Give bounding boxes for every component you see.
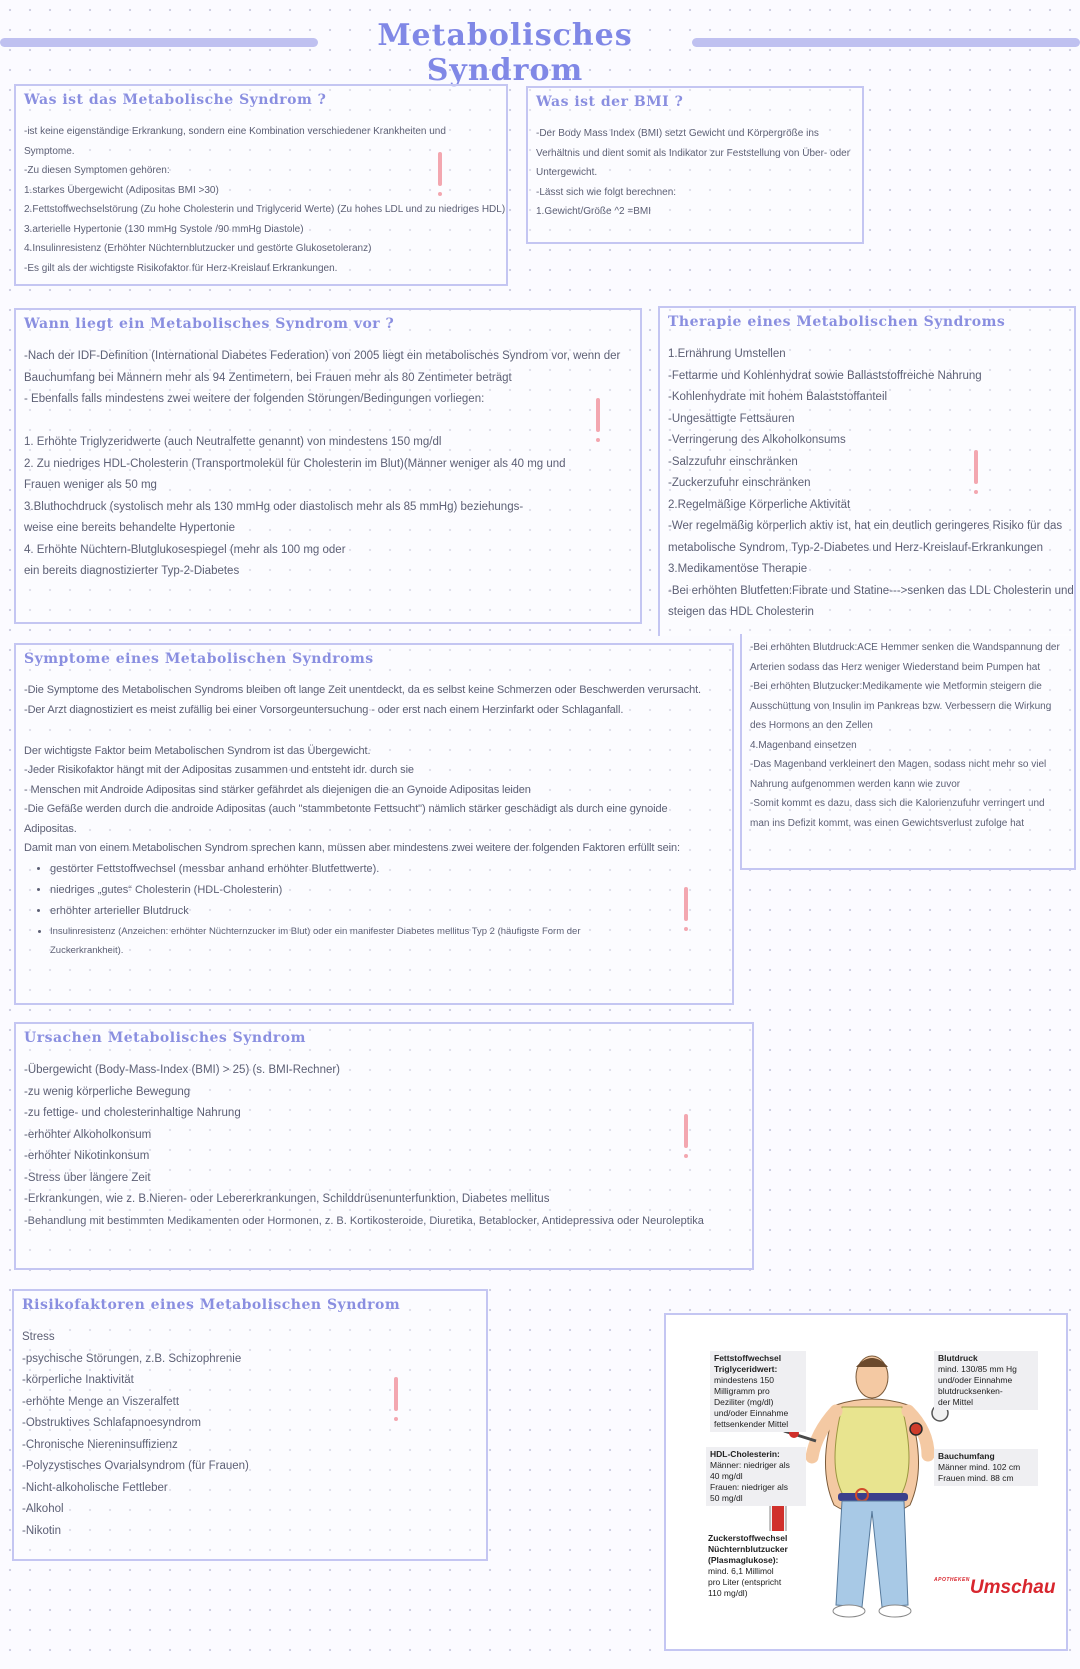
text-line: -Das Magenband verkleinert den Magen, sodass nicht mehr so viel (750, 759, 1047, 770)
text-line: steigen das HDL Cholesterin (668, 606, 814, 618)
text-line: -Behandlung mit bestimmten Medikamenten oder Hormonen, z. B. Kortikosteroide, Diuretika, Betablocker, Antidepressiva oder Neuroleptika (24, 1214, 704, 1227)
section-body (24, 346, 632, 583)
text-line: -erhöhte Menge an Viszeralfett (22, 1395, 180, 1408)
label-text: und/oder Einnahme (938, 1375, 1013, 1385)
label-hdl (706, 1447, 806, 1506)
text-line: -Lässt sich wie folgt berechnen: (536, 186, 677, 198)
text-line: 4.Magenband einsetzen (750, 739, 857, 751)
text-line: -Erkrankungen, wie z. B.Nieren- oder Lebererkrankungen, Schilddrüsenunterfunktion, Diabetes mellitus (24, 1193, 550, 1205)
label-text: Männer: niedriger als (710, 1460, 790, 1470)
text-line: -Übergewicht (Body-Mass-Index (BMI) > 25) (s. BMI-Rechner) (24, 1064, 341, 1076)
text-line: Der wichtigste Faktor beim Metabolischen Syndrom ist das Übergewicht. (24, 744, 371, 757)
label-text: Frauen: niedriger als (710, 1482, 788, 1492)
text-line: -Bei erhöhten Blutzucker:Medikamente wie Metformin steigern die (750, 681, 1042, 692)
text-line: -körperliche Inaktivität (22, 1374, 134, 1386)
section-body (536, 124, 854, 222)
label-text: Deziliter (mg/dl) (714, 1397, 774, 1407)
label-title: Fettstoffwechsel (714, 1353, 782, 1363)
text-line: 1.Ernährung Umstellen (668, 348, 786, 360)
text-line: - Menschen mit Androide Adipositas sind stärker gefährdet als diejenigen die an Gynoide Adipositas leiden (24, 783, 531, 796)
list-item: • erhöhter arterieller Blutdruck (50, 901, 724, 922)
text-line: 4.Insulinresistenz (Erhöhter Nüchternblutzucker und gestörte Glukosetoleranz) (24, 243, 372, 254)
text-line: -Chronische Niereninsuffizienz (22, 1438, 178, 1451)
text-line: -Somit kommt es dazu, dass sich die Kalorienzufuhr verringert und (750, 798, 1045, 809)
section-body (22, 1327, 478, 1542)
text-line: -Obstruktives Schlafapnoesyndrom (22, 1417, 201, 1429)
section-bmi (526, 86, 864, 244)
section-therapie (658, 306, 1076, 636)
text-line: Arterien sodass das Herz weniger Wiederstand beim Pumpen hat (750, 661, 1041, 673)
text-line: -Fettarme und Kohlenhydrat sowie Ballaststoffreiche Nahrung (668, 369, 982, 382)
section-body (24, 122, 506, 278)
label-text: der Mittel (938, 1397, 973, 1407)
label-fettstoffwechsel (710, 1351, 806, 1432)
section-heading: Symptome eines Metabolischen Syndroms (24, 651, 374, 667)
exclamation-mark (974, 450, 978, 484)
text-line: 2.Fettstoffwechselstörung (Zu hohe Cholesterin und Triglycerid Werte) (Zu hohes LDL und zu niedriges HDL) (24, 204, 506, 215)
text-line: -Bei erhöhten Blutdruck:ACE Hemmer senken die Wandspannung der (750, 642, 1060, 653)
exclamation-mark (684, 887, 688, 921)
label-text: mind. 130/85 mm Hg (938, 1364, 1017, 1374)
label-subtitle: HDL-Cholesterin: (710, 1449, 780, 1459)
text-line: 3.arterielle Hypertonie (130 mmHg Systole /90 mmHg Diastole) (24, 223, 304, 235)
section-heading: Was ist der BMI ? (536, 94, 684, 110)
section-ursachen (14, 1022, 754, 1270)
section-therapie-continued (740, 634, 1076, 870)
label-text: blutdrucksenken- (938, 1386, 1003, 1396)
exclamation-mark (684, 1114, 688, 1148)
label-text: mindestens 150 (714, 1375, 775, 1385)
symptom-factor-list (24, 859, 724, 942)
text-line: -Die Symptome des Metabolischen Syndroms bleiben oft lange Zeit unentdeckt, da es selbst keine Schmerzen oder Beschwerden verursacht. (24, 684, 702, 696)
title-bar (0, 18, 1080, 88)
text-line: -Jeder Risikofaktor hängt mit der Adipositas zusammen und entsteht idr. durch sie (24, 764, 414, 776)
text-line: -Die Gefäße werden durch die androide Adipositas (auch "stammbetonte Fettsucht") nämlich stärker geschädigt als durch eine gynoide (24, 803, 668, 815)
text-line: -Verringerung des Alkoholkonsums (668, 434, 846, 446)
title-line-left (0, 38, 318, 47)
text-line: -zu fettige- und cholesterinhaltige Nahrung (24, 1107, 241, 1119)
section-body (750, 638, 1066, 833)
text-line: -Alkohol (22, 1503, 64, 1515)
text-line: Nahrung aufgenommen werden kann wie zuvor (750, 778, 961, 790)
text-line: -Zuckerzufuhr einschränken (668, 477, 811, 489)
spacer (24, 411, 632, 433)
section-body (24, 681, 724, 859)
text-line: -Bei erhöhten Blutfetten:Fibrate und Statine--->senken das LDL Cholesterin und (668, 584, 1074, 597)
text-line: - Ebenfalls falls mindestens zwei weitere der folgenden Störungen/Bedingungen vorliegen: (24, 393, 485, 405)
section-heading: Risikofaktoren eines Metabolischen Syndrom (22, 1297, 401, 1313)
section-heading: Was ist das Metabolische Syndrom ? (24, 92, 327, 108)
label-text: und/oder Einnahme (714, 1408, 789, 1418)
label-text: Männer mind. 102 cm (938, 1462, 1021, 1472)
text-line: Zuckerkrankheit). (50, 944, 124, 956)
illustration-panel (664, 1313, 1068, 1651)
logo-text: Umschau (969, 1577, 1056, 1598)
exclamation-mark (394, 1377, 398, 1411)
text-line: Damit man von einem Metabolischen Syndrom sprechen kann, müssen aber mindestens zwei weitere der folgenden Faktoren erfüllt sein: (24, 842, 680, 854)
text-line: Untergewicht. (536, 167, 598, 178)
text-line: -Polyzystisches Ovarialsyndrom (für Frauen) (22, 1460, 249, 1472)
text-line: -Kohlenhydrate mit hohem Balaststoffanteil (668, 391, 888, 403)
text-line: weise eine bereits behandelte Hypertonie (24, 522, 235, 534)
text-line: -Salzzufuhr einschränken (668, 455, 798, 468)
label-bauchumfang (934, 1449, 1038, 1486)
section-risiko (12, 1289, 488, 1561)
text-line: -Nicht-alkoholische Fettleber (22, 1481, 168, 1494)
text-line: -Wer regelmäßig körperlich aktiv ist, hat ein deutlich geringeres Risiko für das (668, 520, 1063, 532)
text-line: ein bereits diagnostizierter Typ-2-Diabetes (24, 565, 240, 577)
list-item: • gestörter Fettstoffwechsel (messbar anhand erhöhter Blutfettwerte). (50, 859, 724, 880)
text-line: -zu wenig körperliche Bewegung (24, 1085, 191, 1098)
label-text: Frauen mind. 88 cm (938, 1473, 1014, 1483)
text-line: man ins Defizit kommt, was einen Gewichtsverlust zufolge hat (750, 817, 1024, 829)
text-line: -erhöhter Nikotinkonsum (24, 1150, 150, 1162)
title-line-right (692, 38, 1080, 47)
text-line: Bauchumfang bei Männern mehr als 94 Zentimetern, bei Frauen mehr als 80 Zentimeter beträgt (24, 371, 512, 384)
label-text: 40 mg/dl (710, 1471, 743, 1481)
umschau-logo (934, 1577, 1055, 1599)
label-text: fettsenkender Mittel (714, 1419, 789, 1429)
text-line: -Der Body Mass Index (BMI) setzt Gewicht und Körpergröße ins (536, 128, 819, 139)
label-blutdruck (934, 1351, 1038, 1410)
text-line: Ausschüttung von Insulin im Pankreas bzw. Verbessern die Wirkung (750, 700, 1052, 712)
spacer (24, 720, 724, 742)
label-title: Blutdruck (938, 1353, 978, 1363)
text-line: Symptome. (24, 145, 75, 157)
text-line: Stress (22, 1331, 55, 1343)
exclamation-mark (438, 152, 442, 186)
label-subtitle: (Plasmaglukose): (708, 1555, 779, 1565)
text-line: -Zu diesen Symptomen gehören: (24, 165, 170, 176)
list-item: • Insulinresistenz (Anzeichen: erhöhter Nüchternzucker im Blut) oder ein manifester Diabetes mellitus Typ 2 (häufigste Form der (50, 922, 724, 942)
exclamation-mark (596, 398, 600, 432)
text-line: 1. Erhöhte Triglyzeridwerte (auch Neutralfette genannt) von mindestens 150 mg/dl (24, 436, 442, 448)
label-title: Zuckerstoffwechsel (708, 1533, 788, 1543)
text-line: -Ungesättigte Fettsäuren (668, 412, 795, 425)
label-text: mind. 6,1 Millimol (708, 1566, 774, 1576)
logo-super: APOTHEKEN (934, 1577, 970, 1583)
label-title: Bauchumfang (938, 1451, 995, 1461)
label-subtitle: Triglyceridwert: (714, 1364, 778, 1374)
text-line: -Nikotin (22, 1524, 61, 1537)
label-text: pro Liter (entspricht (708, 1577, 782, 1587)
text-line: -Stress über längere Zeit (24, 1171, 151, 1184)
section-wann (14, 308, 642, 624)
text-line: -psychische Störungen, z.B. Schizophrenie (22, 1352, 242, 1365)
section-heading: Therapie eines Metabolischen Syndroms (668, 314, 1006, 330)
text-line: -ist keine eigenständige Erkrankung, sondern eine Kombination verschiedener Krankheiten und (24, 126, 446, 137)
text-line: 3.Bluthochdruck (systolisch mehr als 130 mmHg oder diastolisch mehr als 85 mmHg) beziehungs- (24, 500, 524, 513)
text-line: 4. Erhöhte Nüchtern-Blutglukosespiegel (mehr als 100 mg oder (24, 543, 346, 556)
text-line: 1.Gewicht/Größe ^2 =BMI (536, 206, 652, 217)
text-line: -Es gilt als der wichtigste Risikofaktor für Herz-Kreislauf Erkrankungen. (24, 262, 338, 274)
text-line: -Der Arzt diagnostiziert es meist zufällig bei einer Vorsorgeuntersuchung - oder erst nach einem Herzinfarkt oder Schlaganfall. (24, 703, 624, 716)
label-subtitle: Nüchternblutzucker (708, 1544, 788, 1554)
text-line: -Nach der IDF-Definition (International Diabetes Federation) von 2005 liegt ein metabolisches Syndrom vor, wenn der (24, 350, 621, 362)
section-body (24, 1060, 744, 1232)
text-line: Frauen weniger als 50 mg (24, 479, 157, 491)
label-text: Milligramm pro (714, 1386, 770, 1396)
section-symptome (14, 643, 734, 1005)
section-heading: Ursachen Metabolisches Syndrom (24, 1030, 306, 1046)
text-line: metabolische Syndrom, Typ-2-Diabetes und Herz-Kreislauf-Erkrankungen (668, 541, 1043, 554)
text-line: 2. Zu niedriges HDL-Cholesterin (Transportmolekül für Cholesterin im Blut)(Männer weniger als 40 mg und (24, 457, 566, 470)
label-text: 50 mg/dl (710, 1493, 743, 1503)
text-line: 3.Medikamentöse Therapie (668, 563, 808, 575)
text-line: des Hormons an den Zellen (750, 720, 873, 731)
label-text: 110 mg/dl) (708, 1588, 748, 1598)
label-zucker (704, 1531, 806, 1601)
section-body (668, 344, 1074, 624)
text-line: Adipositas. (24, 822, 77, 835)
page-title: Metabolisches Syndrom (377, 18, 633, 88)
text-line: Verhältnis und dient somit als Indikator zur Feststellung von Über- oder (536, 147, 851, 159)
text-line: -erhöhter Alkoholkonsum (24, 1128, 152, 1141)
text-line: 2.Regelmäßige Körperliche Aktivität (668, 498, 851, 511)
section-was-ist (14, 84, 508, 286)
section-heading: Wann liegt ein Metabolisches Syndrom vor ? (24, 316, 395, 332)
list-item: • niedriges „gutes“ Cholesterin (HDL-Cholesterin) (50, 880, 724, 901)
text-line: 1.starkes Übergewicht (Adipositas BMI >30) (24, 184, 219, 196)
